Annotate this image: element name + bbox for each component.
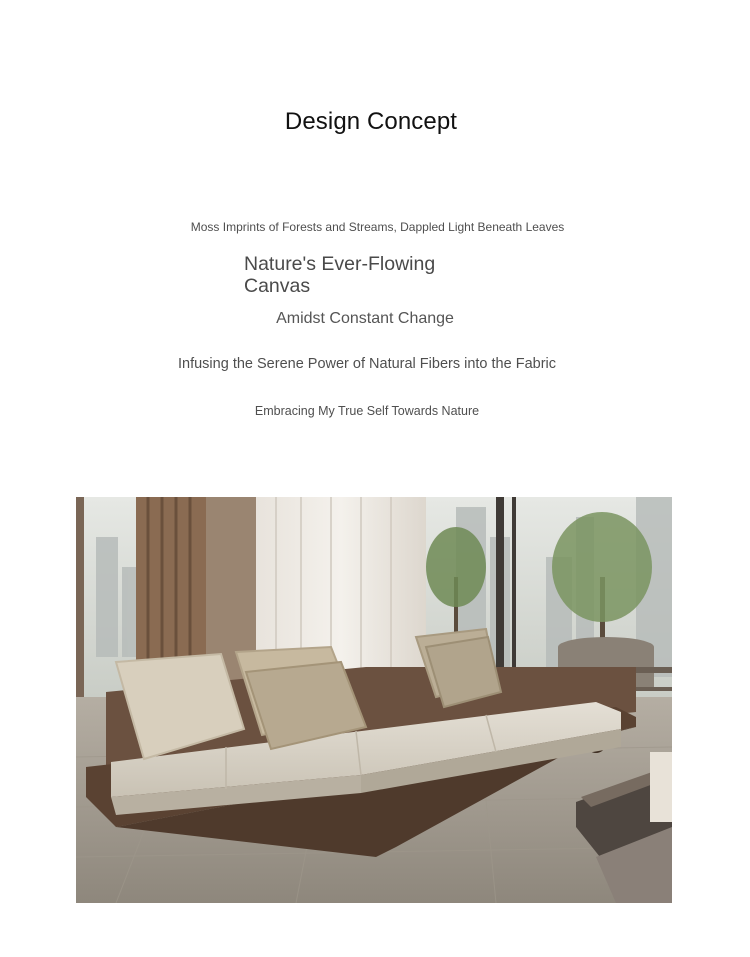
tagline-nature-canvas: Nature's Ever-Flowing Canvas: [244, 253, 436, 297]
page-title: Design Concept: [284, 108, 458, 135]
tagline-true-self: Embracing My True Self Towards Nature: [254, 404, 480, 418]
tagline-natural-fibers: Infusing the Serene Power of Natural Fibers into the Fabric: [178, 356, 556, 372]
tagline-amidst-change: Amidst Constant Change: [276, 310, 454, 327]
sofa-living-room-photo: [76, 497, 672, 903]
tagline-moss: Moss Imprints of Forests and Streams, Dappled Light Beneath Leaves: [190, 220, 565, 234]
